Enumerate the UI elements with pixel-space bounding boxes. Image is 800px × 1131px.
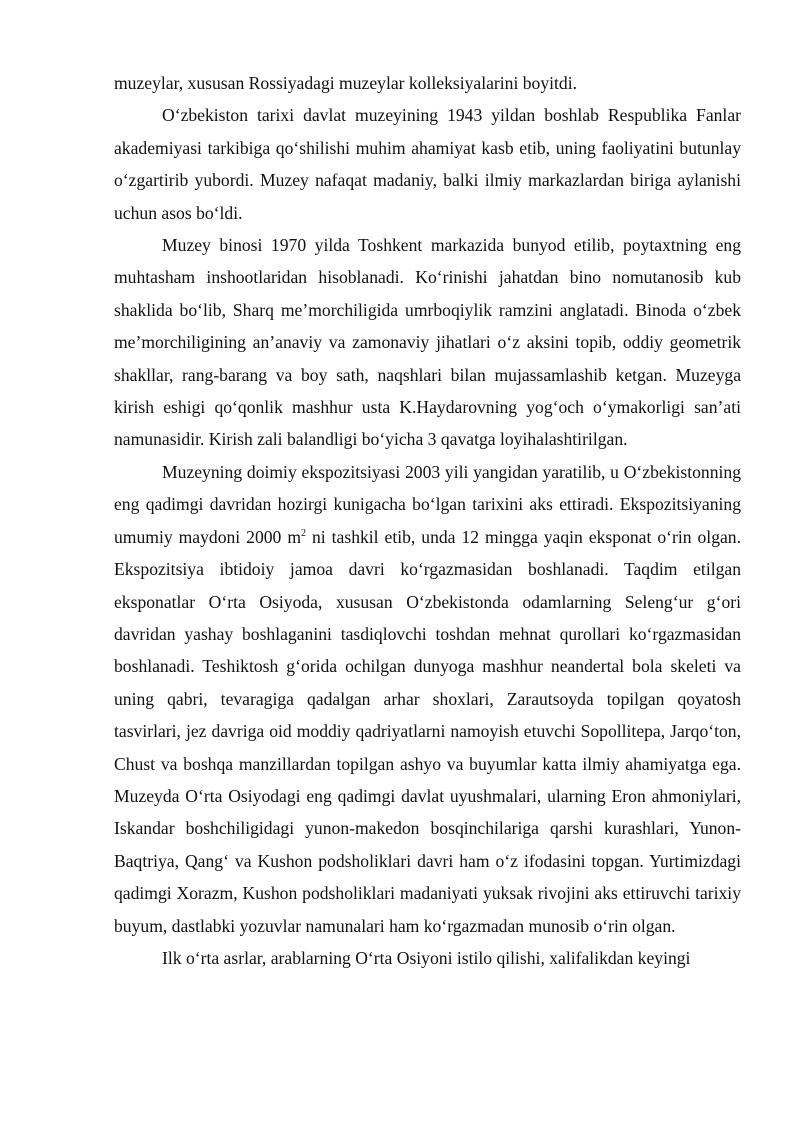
paragraph-museum-building: Muzey binosi 1970 yilda Toshkent markazida bunyod etilib, poytaxtning eng muhtasham inshootlaridan hisoblanadi. Ko‘rinishi jahatdan bino nomutanosib kub shaklida bo‘lib, Sharq me’morchiligida umrboqiylik ramzini anglatadi. Binoda o‘zbek me’morchiligining an’anaviy va zamonaviy jihatlari o‘z aksini topib, oddiy geometrik shakllar, rang-barang va boy sath, naqshlari bilan mujassamlashib ketgan. Muzeyga kirish eshigi qo‘qonlik mashhur usta K.Haydarovning yog‘och o‘ymakorligi san’ati namunasidir. Kirish zali balandligi bo‘yicha 3 qavatga loyihalashtirilgan.	[114, 235, 741, 450]
area-superscript: 2	[301, 527, 307, 539]
exposition-text-start: Muzeyning doimiy ekspozitsiyasi 2003 yili yangidan yaratilib, u O‘zbekistonning eng qadimgi davridan hozirgi kunigacha bo‘lgan tarixini aks ettiradi. Ekspozitsiyaning umumiy maydoni 2000 m	[114, 461, 741, 547]
paragraph-continued: muzeylar, xususan Rossiyadagi muzeylar kolleksiyalarini boyitdi.	[114, 73, 577, 93]
document-page	[114, 67, 741, 974]
paragraph-middle-ages: Ilk o‘rta asrlar, arablarning O‘rta Osiyoni istilo qilishi, xalifalikdan keyingi	[162, 947, 691, 968]
paragraph-exposition	[114, 456, 741, 942]
paragraph-museum-academy: O‘zbekiston tarixi davlat muzeyining 1943 yildan boshlab Respublika Fanlar akademiyasi tarkibiga qo‘shilishi muhim ahamiyat kasb etib, uning faoliyatini butunlay o‘zgartirib yubordi. Muzey nafaqat madaniy, balki ilmiy markazlardan biriga aylanishi uchun asos bo‘ldi.	[114, 105, 741, 223]
exposition-text-end: ni tashkil etib, unda 12 mingga yaqin eksponat o‘rin olgan. Ekspozitsiya ibtidoiy jamoa davri ko‘rgazmasidan boshlanadi. Taqdim etilgan eksponatlar O‘rta Osiyoda, xususan O‘zbekistonda odamlarning Seleng‘ur g‘ori davridan yashay boshlaganini tasdiqlovchi toshdan mehnat qurollari ko‘rgazmasidan boshlanadi. Teshiktosh g‘orida ochilgan dunyoga mashhur neandertal bola skeleti va uning qabri, tevaragiga qadalgan arhar shoxlari, Zarautsoyda topilgan qoyatosh tasvirlari, jez davriga oid moddiy qadriyatlarni namoyish etuvchi Sopollitepa, Jarqo‘ton, Chust va boshqa manzillardan topilgan ashyo va buyumlar katta ilmiy ahamiyatga ega. Muzeyda O‘rta Osiyodagi eng qadimgi davlat uyushmalari, ularning Eron ahmoniylari, Iskandar boshchiligidagi yunon-makedon bosqinchilariga qarshi kurashlari, Yunon-Baqtriya, Qang‘ va Kushon podsholiklari davri ham o‘z ifodasini topgan. Yurtimizdagi qadimgi Xorazm, Kushon podsholiklari madaniyati yuksak rivojini aks ettiruvchi tarixiy buyum, dastlabki yozuvlar namunalari ham ko‘rgazmadan munosib o‘rin olgan.	[114, 526, 741, 936]
